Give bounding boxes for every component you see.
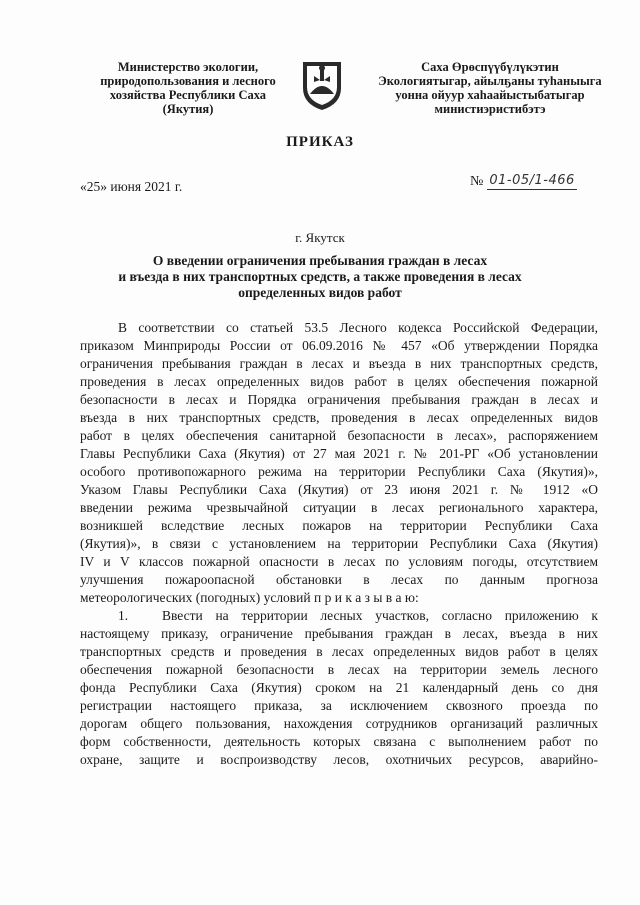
number-sign: № xyxy=(470,174,484,189)
order-date: «25» июня 2021 г. xyxy=(80,179,183,194)
item-1-line: дорогам общего пользования, нахождения сотрудников организаций различных xyxy=(80,716,598,731)
body-line: Указом Главы Республики Саха (Якутия) от 23 июня 2021 г. № 1912 «О xyxy=(80,482,598,497)
order-subject xyxy=(100,253,540,301)
body-line: проведения в лесах определенных видов работ в целях обеспечения пожарной xyxy=(80,374,598,389)
header-right-line: Саха Өрөспүүбүлүкэтин xyxy=(421,60,559,74)
body-line: работ в целях обеспечения санитарной безопасности в лесах», распоряжением xyxy=(80,428,598,443)
header-left-line: природопользования и лесного xyxy=(100,74,276,88)
item-1-first-line xyxy=(80,607,598,625)
body-line: ограничения пребывания граждан в лесах и въезда в них транспортных средств, xyxy=(80,356,598,371)
item-1-line: транспортных средств и проведения в лесах определенных видов работ в целях xyxy=(80,644,598,659)
item-1-line: охране, защите и воспроизводству лесов, охотничьих ресурсов, аварийно- xyxy=(80,752,598,767)
header-left-line: хозяйства Республики Саха xyxy=(109,88,267,102)
body-line: Главы Республики Саха (Якутия) от 27 мая 2021 г. № 201-РГ «Об установлении xyxy=(80,446,598,461)
body-line: приказом Минприроды России от 06.09.2016 № 457 «Об утверждении Порядка xyxy=(80,338,598,353)
item-1-line: форм собственности, деятельность которых связана с выполнением работ по xyxy=(80,734,598,749)
item-number: 1. xyxy=(118,608,129,623)
body-line: безопасности в лесах и Порядка ограничения пребывания граждан в лесах и xyxy=(80,392,598,407)
subject-line: определенных видов работ xyxy=(238,285,402,300)
header-right-line: Экологиятыгар, айылҕаны туһаныыга xyxy=(378,74,602,88)
ministry-name-yakut xyxy=(370,60,610,116)
header-right-line: министиэристибэтэ xyxy=(434,102,546,116)
body-line-order-clause: метеорологических (погодных) условий п р и к а з ы в а ю: xyxy=(80,590,419,605)
body-line: В соответствии со статьей 53.5 Лесного кодекса Российской Федерации, xyxy=(118,320,598,335)
item-1-line: настоящему приказу, ограничение пребывания граждан в лесах, въезда в них xyxy=(80,626,598,641)
header-right-line: уонна ойуур хаһаайыстыбатыгар xyxy=(395,88,585,102)
document-type-title: ПРИКАЗ xyxy=(286,134,354,150)
body-line: улучшения пожароопасной обстановки в лесах по данным прогноза xyxy=(80,572,598,587)
subject-line: и въезда в них транспортных средств, а также проведения в лесах xyxy=(118,269,522,284)
body-line: въезда в них транспортных средств, проведения в лесах определенных видов xyxy=(80,410,598,425)
body-line: введении режима чрезвычайной ситуации в лесах регионального характера, xyxy=(80,500,598,515)
body-line: (Якутия)», в связи с установлением на территории Республики Саха (Якутия) xyxy=(80,536,598,551)
ministry-name-russian xyxy=(78,60,298,116)
body-line: IV и V классов пожарной опасности в лесах по условиям погоды, отсутствием xyxy=(80,554,598,569)
order-body xyxy=(80,319,598,769)
order-number-handwritten: 01-05/1-466 xyxy=(489,173,575,188)
city-of-issue: г. Якутск xyxy=(295,230,345,245)
item-1-line: фонда Республики Саха (Якутия) сроком на 21 календарный день со дня xyxy=(80,680,598,695)
body-line: возникшей вследствие лесных пожаров на территории Республики Саха xyxy=(80,518,598,533)
header-left-line: Министерство экологии, xyxy=(117,60,259,74)
subject-line: О введении ограничения пребывания граждан в лесах xyxy=(152,253,488,268)
item-1-line: регистрации настоящего приказа, за исключением сквозного проезда по xyxy=(80,698,598,713)
item-1-text: Ввести на территории лесных участков, согласно приложению к xyxy=(162,608,598,623)
order-number-field xyxy=(470,173,577,190)
header-left-line: (Якутия) xyxy=(162,102,214,116)
body-line: особого противопожарного режима на территории Республики Саха (Якутия)», xyxy=(80,464,598,479)
item-1-line: обеспечения пожарной безопасности в лесах на территории земель лесного xyxy=(80,662,598,677)
coat-of-arms-emblem xyxy=(297,58,347,112)
